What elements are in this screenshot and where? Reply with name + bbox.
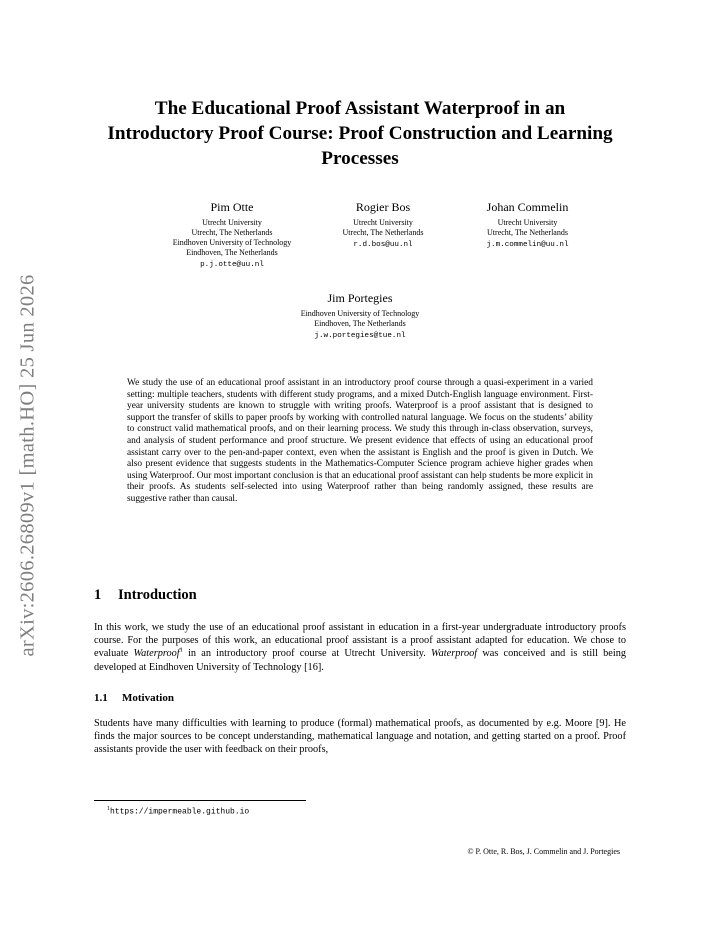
footnote-number: 1 (107, 806, 110, 812)
text-run: In this work, we study the use of an educational proof assistant in education in a first-year undergraduate introductory proofs course. For the purposes of this work, an educational proof assistant is a proof assistant adapted for education. We chose to evaluate (94, 622, 626, 660)
subsection-title: Motivation (122, 692, 174, 704)
author-name: Pim Otte (210, 200, 254, 214)
section-heading (94, 587, 197, 604)
text-run: was conceived and is still being developed at Eindhoven University of Technology [16]. (94, 648, 627, 673)
author-email: j.w.portegies@tue.nl (314, 332, 406, 340)
author-block (465, 200, 590, 250)
abstract: We study the use of an educational proof assistant in an introductory proof course through a quasi-experiment in a varied setting: multiple teachers, students with different study programs, and a mixed Dutch-English language environment. First-year university students are known to struggle with writing proofs. Waterproof is a proof assistant that is designed to support the transfer of skills to paper proofs by working with controlled natural language. We focus on the students’ ability to construct valid mathematical proofs, and on their learning process. We study this through in-class observation, surveys, and analysis of student performance and proof structure. We present evidence that effects of using an educational proof assistant carry over to the pen-and-paper context, even when the assistant is English and the proof is given in Dutch. We also present evidence that suggests students in the Mathematics-Computer Science program achieve higher grades when using Waterproof. Our most important conclusion is that an educational proof assistant can help students be more explicit in their proofs. As students self-selected into using Waterproof rather than being randomly assigned, these results are suggestive rather than causal. (127, 378, 593, 504)
section-number: 1 (94, 587, 102, 603)
emphasis: Waterproof (430, 648, 478, 660)
author-block (157, 200, 307, 270)
author-block (318, 200, 448, 250)
footnote-rule (94, 800, 306, 801)
title-line: Processes (321, 148, 399, 169)
footnote-marker[interactable]: 1 (179, 646, 183, 654)
author-name: Jim Portegies (327, 291, 393, 305)
author-name: Johan Commelin (486, 200, 569, 214)
footnote-link[interactable]: https://impermeable.github.io (110, 807, 250, 817)
author-email: j.m.commelin@uu.nl (486, 241, 569, 249)
title-line: The Educational Proof Assistant Waterproof in an (154, 98, 566, 119)
copyright: © P. Otte, R. Bos, J. Commelin and J. Portegies (467, 847, 620, 856)
affiliation: Utrecht, The Netherlands (191, 228, 273, 237)
author-email: p.j.otte@uu.nl (200, 261, 264, 269)
affiliation: Utrecht, The Netherlands (487, 228, 568, 237)
affiliation: Utrecht, The Netherlands (342, 228, 424, 237)
arxiv-id: arXiv:2606.26809v1 [math.HO] 25 Jun 2026 (16, 273, 39, 657)
subsection-heading (94, 692, 174, 704)
subsection-number: 1.1 (94, 692, 108, 704)
emphasis: Waterproof (133, 648, 180, 660)
paper-title (88, 96, 632, 171)
affiliation: Eindhoven, The Netherlands (186, 248, 278, 257)
footnote (107, 806, 249, 817)
author-name: Rogier Bos (355, 200, 411, 214)
title-line: Introductory Proof Course: Proof Construction and Learning (107, 123, 613, 144)
affiliation: Utrecht University (353, 218, 413, 227)
text-run: in an introductory proof course at Utrecht University. (182, 648, 431, 660)
affiliation: Utrecht University (202, 218, 262, 227)
intro-paragraph (94, 621, 626, 674)
arxiv-sidebar (8, 245, 48, 685)
motivation-paragraph: Students have many difficulties with learning to produce (formal) mathematical proofs, as documented by e.g. Moore [9]. He finds the major sources to be concept understanding, mathematical language and notation, and getting started on a proof. Proof assistants provide the user with feedback on their proofs, (94, 718, 626, 756)
author-email: r.d.bos@uu.nl (353, 241, 413, 249)
affiliation: Eindhoven, The Netherlands (314, 319, 406, 328)
affiliation: Eindhoven University of Technology (172, 238, 292, 247)
author-block (280, 291, 440, 341)
affiliation: Eindhoven University of Technology (300, 309, 420, 318)
affiliation: Utrecht University (497, 218, 558, 227)
section-title: Introduction (118, 587, 197, 603)
